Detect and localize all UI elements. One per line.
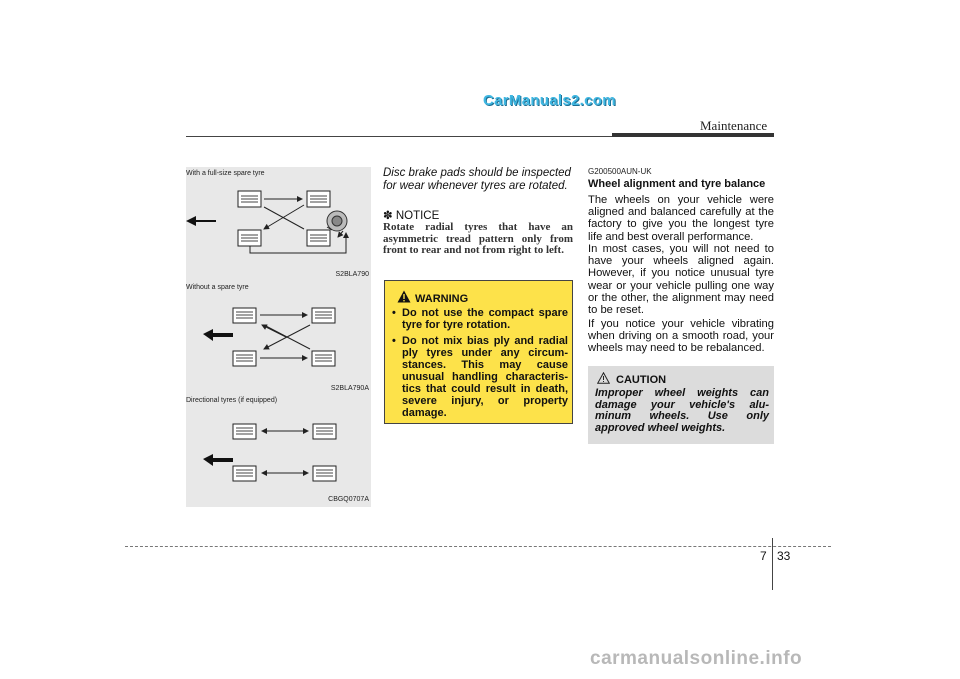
rotation-diagram-no-spare: [186, 295, 371, 385]
brake-pad-note: Disc brake pads should be inspected for wear whenever tyres are rotated.: [383, 167, 571, 192]
warning-triangle-icon: [397, 290, 411, 303]
notice-heading: ✽ NOTICE: [383, 210, 440, 222]
figure-directional: [186, 394, 371, 507]
figure-full-size-spare: [186, 167, 371, 284]
tyre-icons: [233, 424, 336, 481]
footer-watermark: carmanualsonline.info: [590, 648, 803, 669]
paragraph: If you notice your vehicle vibrating when driving on a smooth road, your wheels may need to be rebalanced.: [588, 318, 774, 355]
warning-item: • Do not use the compact spare tyre for tyre rotation.: [392, 307, 568, 331]
caution-title: CAUTION: [616, 374, 667, 386]
caution-text: Improper wheel weights can damage your vehicle's alu-minum wheels. Use only approved wheel weights.: [595, 387, 769, 434]
figure-code: S2BLA790: [335, 271, 369, 278]
figure-code: CBGQ0707A: [328, 496, 369, 503]
page-number: 33: [777, 549, 791, 563]
section-title: Maintenance: [700, 118, 768, 133]
warning-item: • Do not mix bias ply and radial ply tyres under any circum-stances. This may cause unusual handling characteris-tics that could result in death, severe injury, or property damage.: [392, 335, 568, 419]
page-number-divider: [772, 538, 773, 590]
warning-box: [384, 280, 573, 424]
front-arrow-icon: [203, 454, 233, 466]
header-rule-accent: [612, 133, 774, 137]
rotation-diagram-directional: [186, 408, 371, 494]
figure-caption: With a full-size spare tyre: [186, 170, 265, 177]
footer-divider: [125, 546, 831, 547]
section-heading: Wheel alignment and tyre balance: [588, 178, 766, 190]
warning-list: [392, 307, 568, 423]
caution-triangle-icon: [597, 372, 610, 384]
front-arrow-icon: [186, 216, 216, 226]
paragraph: The wheels on your vehicle were aligned and balanced carefully at the factory to give you the longest tyre life and best overall performance.: [588, 194, 774, 243]
notice-body: Rotate radial tyres that have an asymmetric tread pattern only from front to rear and not from right to left.: [383, 221, 573, 256]
site-watermark: CarManuals2.com: [483, 92, 616, 109]
figure-no-spare: [186, 281, 371, 397]
section-code: G200500AUN-UK: [588, 167, 652, 176]
figure-code: S2BLA790A: [330, 385, 369, 392]
paragraph: In most cases, you will not need to have your wheels aligned again. However, if you notice unusual tyre wear or your vehicle pulling one way or the other, the alignment may need to be reset.: [588, 243, 774, 317]
chapter-number: 7: [760, 549, 767, 563]
tyre-icons: [233, 308, 335, 366]
rotation-diagram-with-spare: [186, 177, 371, 272]
warning-title: WARNING: [415, 293, 469, 305]
front-arrow-icon: [203, 329, 233, 341]
caution-box: [588, 366, 774, 444]
header-rule: [186, 136, 612, 137]
figure-caption: Directional tyres (if equipped): [186, 397, 278, 404]
figure-caption: Without a spare tyre: [186, 284, 249, 291]
